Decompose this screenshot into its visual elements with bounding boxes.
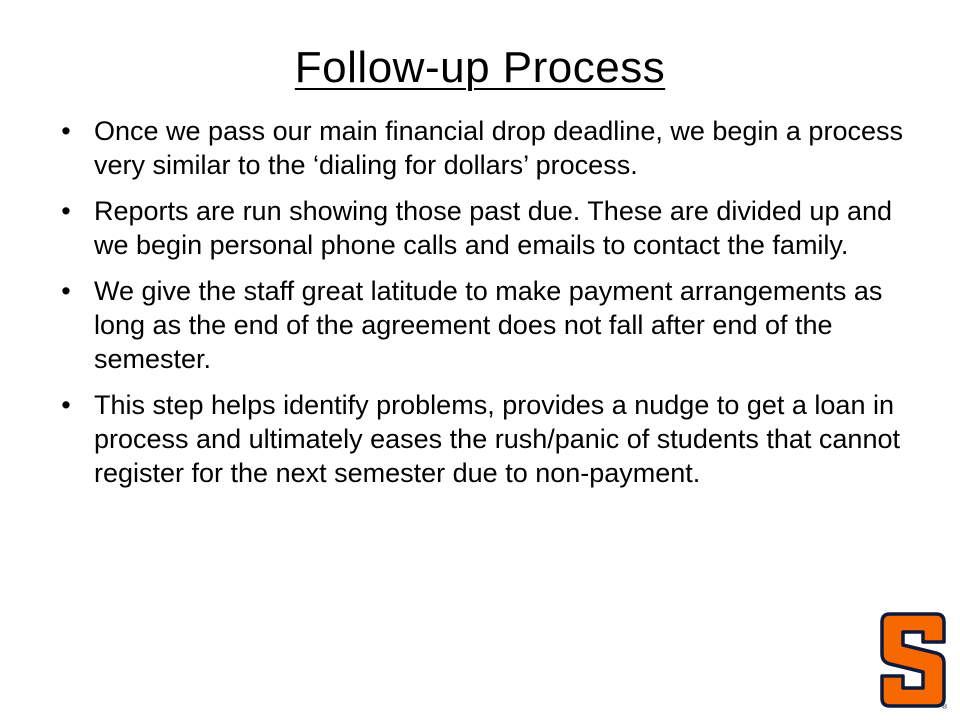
bullet-text: Reports are run showing those past due. These are divided up and we begin personal phone calls and emails to contact the family. (94, 196, 893, 260)
block-s-logo-icon (878, 612, 948, 710)
bullet-text: We give the staff great latitude to make payment arrangements as long as the end of the agreement does not fall after end of the semester. (94, 276, 883, 374)
bullet-item (56, 274, 916, 376)
bullet-list (56, 114, 916, 502)
bullet-text: Once we pass our main financial drop deadline, we begin a process very similar to the ‘dialing for dollars’ process. (94, 116, 903, 180)
bullet-item (56, 114, 916, 182)
bullet-dot-icon: • (61, 196, 71, 226)
bullet-dot-icon: • (61, 116, 71, 146)
bullet-item (56, 388, 916, 490)
block-s-shape (882, 614, 944, 706)
bullet-dot-icon: • (61, 276, 71, 306)
bullet-text: This step helps identify problems, provides a nudge to get a loan in process and ultimately eases the rush/panic of students that cannot register for the next semester due to non-payment. (94, 390, 900, 488)
slide-title: Follow-up Process (294, 43, 666, 92)
bullet-item (56, 194, 916, 262)
registered-mark: ® (942, 704, 948, 710)
bullet-dot-icon: • (61, 390, 71, 420)
